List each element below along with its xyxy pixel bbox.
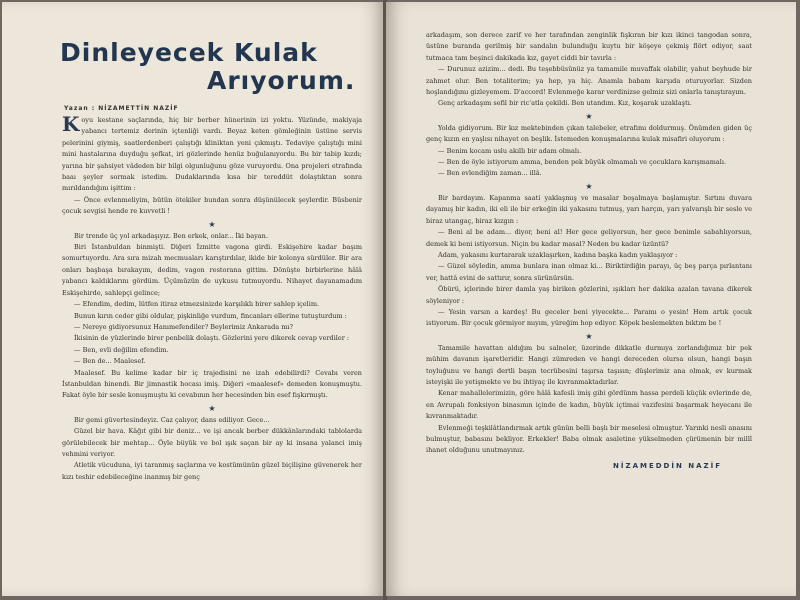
paragraph: — Efendim, dedim, lütfen itiraz etmezsinizde karşılıklı birer sahlep içelim. [74,300,320,309]
section-star-icon: ★ [585,181,593,191]
paragraph: Bir gemi güvertesindeyiz. Caz çalıyor, dans ediliyor. Gece... [74,415,270,424]
author-signature: NİZAMEDDİN NAZİF [613,461,722,470]
section-star-icon: ★ [585,111,593,121]
paragraph: Tamamile havattan aldığım bu salneler, üzerinde dikkatle durmıya zorlandığımız bir pek mühim davanın işaretleridir. Hangi zümreden ve hangi dereceden olursa olsun, hangi başın toyluğunu ve hangi dertli başın tecrübesini taşırsa taşısın; düşlerimiz ana olmak, ev kurmak isteyişki ile yetişmekte ve bu ihtiyaç ile kıvranmaktadırlar. [426,343,752,386]
section-star-icon: ★ [208,219,216,229]
paragraph: — Beni al be adam... diyor, beni al! Her gece geliyorsun, her gece benimle sabahlıyorsun, demek ki beni istiyorsun. Niçin bu kadar masal? Neden bu kadar üzüntü? [426,228,752,248]
article-byline: Yazan : NİZAMETTİN NAZİF [64,105,179,112]
paragraph: — Ben de... Maalesef. [74,357,146,366]
paragraph: — Ben de öyle istiyorum amma, benden pek büyük olmamalı ve çocuklara karışmamalı. [438,158,727,167]
drop-cap: K [62,112,80,136]
paragraph: Kenar mahallelerimizin, göre hâlâ kafesli imiş gibi gördünm hassa perdeli küçük evlerinde de, en Avrupalı fonksiyon binasının içinde de kadın, büyük içtimai vazifesini başarmak heyecanı ile kıvranmaktadır. [426,389,752,421]
paragraph: Maalesef. Bu kelime kadar bir iç trajedisini ne izah edebilirdi? Cevabı veren İstanbuldan binendi. Bir jimnastik hocası imiş. Diğeri «maalesef» demeden konuşmuştu. Fakat öyle bir sesle konuşmuştu ki cevabının her hecesinden bin esef fışkırmıştı. [62,368,362,400]
paragraph: — Ben evlendiğim zaman... illâ. [438,169,542,178]
left-column-text [62,112,362,483]
paragraph: arkadaşım, son derece zarif ve her tarafından zenginlik fışkıran bir kızı ikinci tangodan sonra, üstüne buranda gerilmiş bir sandalın bulunduğu kuytu bir köşeye çekmiş flört ediyor, saat tutmaca tam beşinci dakikada kız, gayet ciddi bir tavırla : [426,31,752,62]
paragraph: İkisinin de yüzlerinde birer penbelik dolaştı. Gözlerini yere dikerek cevap verdiler : [74,334,350,343]
paragraph: Öbürü, içlerinde birer damla yaş biriken gözlerini, ışıkları her dakika azalan tavana dikerek söyleniyor : [426,285,752,305]
section-star-icon: ★ [585,331,593,341]
paragraph: Bir trende üç yol arkadaşıyız. Ben erkek, onlar... İki bayan. [74,231,268,240]
paragraph: Genç arkadaşım sefil bir ric'atla çekildi. Ben utandım. Kız, koşarak uzaklaştı. [438,99,692,108]
left-page [2,2,384,596]
paragraph: oyu kestane saçlarında, hiç bir berber hünerinin izi yoktu. Yüzünde, makiyaja yabancı tertemiz derinin içtenliği vardı. Beyaz keten gömleğinin üstüne servis pelerinini giymiş, saatlerdenberi çalıştığı kliniktan yeni çıkmıştı. Tedaviye çalıştığı mini mini hastalarına duyduğu şefkat, iri gözlerinde henüz buğulanıyordu. Bu bir tabip kızdı; yarına bir şahsiyet vâdeden bir bilgi olgunluğunu göze vuruyordu. Ona projeleri etrafında baaı şeyler sormak istedim. Dudaklarında kısa bir tereddüt dolaştıktan sonra mırıldandığını işittim : [62,116,362,193]
article-title-line2: Arıyorum. [207,66,356,95]
paragraph: Yolda gidiyorum. Bir kız mektebinden çıkan talebeler, etrafımı doldurmuş. Önümden giden üç genç kızın en yaşlısı nihayet on beşlik. İstemeden konuşmalarına kulak misafiri oluyorum : [426,123,752,144]
paragraph: — Durunuz azizim... dedi. Bu teşebbüsünüz ya tamamile muvaffak olabilir, yahut beyhude bir zahmet olur. Ben totaliterim; ya hep, ya hiç. Anamla babam karşıda oturuyorlar. Sizden hoşlandığımı gizleyemem. D'accord! Evlenmeğe karar verdinizse gelmiz sizi onlarla tanıştırayım. [426,65,752,97]
paragraph: — Benim kocam uslu akıllı bir adam olmalı. [438,146,582,155]
paragraph: — Nereye gidiyorsunuz Hanımefendiler? Beylerimiz Ankarada mı? [74,322,293,331]
paragraph: — Ben, evli değilim efendim. [74,345,169,354]
paragraph: Bunun kırın ceder gibi oldular, pişkinliğe vurdum, fincanları ellerine tutuşturdum : [74,311,347,320]
paragraph: Biri İstanbuldan binmişti. Diğeri İzmitte vagona girdi. Eskişehire kadar başım somurtuyordu. Ara sıra mizah mecmuaları karıştırdılar, ikide bir kolonya sürdüler. Bir ara onları başbaşa bırakayım, dedim, vagon restorana gittim. Dönüşte birbirlerine hâlâ yabancı kaldıklarını gördüm. Üçümüzün de uykusu tutmuyordu. Nihayet dayanamadım Eskişehirde, sahlepçi gelince; [62,243,362,297]
paragraph: — Güzel söyledin, amma bunlara inan olmaz ki... Biriktirdiğin parayı, üç beş parça pırlantanı ver, hattâ evini de sattırır, sonra sürünürsün. [426,262,752,282]
paragraph: — Yesin varsın a kardeş! Bu geceler beni yiyecekte... Paramı o yesin! Hem artık çocuk istiyorum. Bir çocuk görmiyor mıyım, yüreğim hop ediyor. Köpek beslemekten bıktım be ! [426,307,752,328]
right-column-text [426,30,752,472]
section-star-icon: ★ [208,403,216,413]
article-title-line1: Dinleyecek Kulak [60,38,318,67]
paragraph: Adam, yakasını kurtararak uzaklaşırken, kadına başka kadın yaklaşıyor : [438,250,678,259]
paragraph: Bir bardayım. Kapanma saati yaklaşmış ve masalar boşalmaya başlamıştır. Sırtını duvara dayamış bir kadın, iki eli ile bir erkeğin iki yakasını tutmuş, yarı harçın, yarı yalvarışlı bir sesle ve biraz utangaç, biraz kızgın : [426,193,752,225]
right-page [386,2,796,596]
paragraph: — Önce evlenmeliyim, bütün ötekiler bundan sonra düşünülecek şeylerdir. Büsbenir çocuk sevgisi hende re kuvvetli ! [62,195,362,216]
paragraph: Atletik vücuduna, iyi taranmış saçlarına ve kostümünün güzel biçilişine güvenerek her kızı teshir edebileceğine inanmış bir genç [62,461,362,481]
paragraph: Güzel bir hava. Kâğıt gibi bir deniz... ve işi ancak berber dükkânlarındaki tablolarda görülebilecek bir mehtap... Öyle büyük ve bol ışık saçan bir ay ki insana yalanci imiş vehmini veriyor. [62,427,362,458]
paragraph: Evlenmeği teşkilâtlandırmak artık günün belli başlı bir meselesi olmuştur. Yarınki nesli anasını bulmuştur, babasını bekliyor. Erkekler! Baba olmak asaletine yükselmeden çürümenin bir millî ihanet olduğunu unutmayınız. [426,423,752,455]
